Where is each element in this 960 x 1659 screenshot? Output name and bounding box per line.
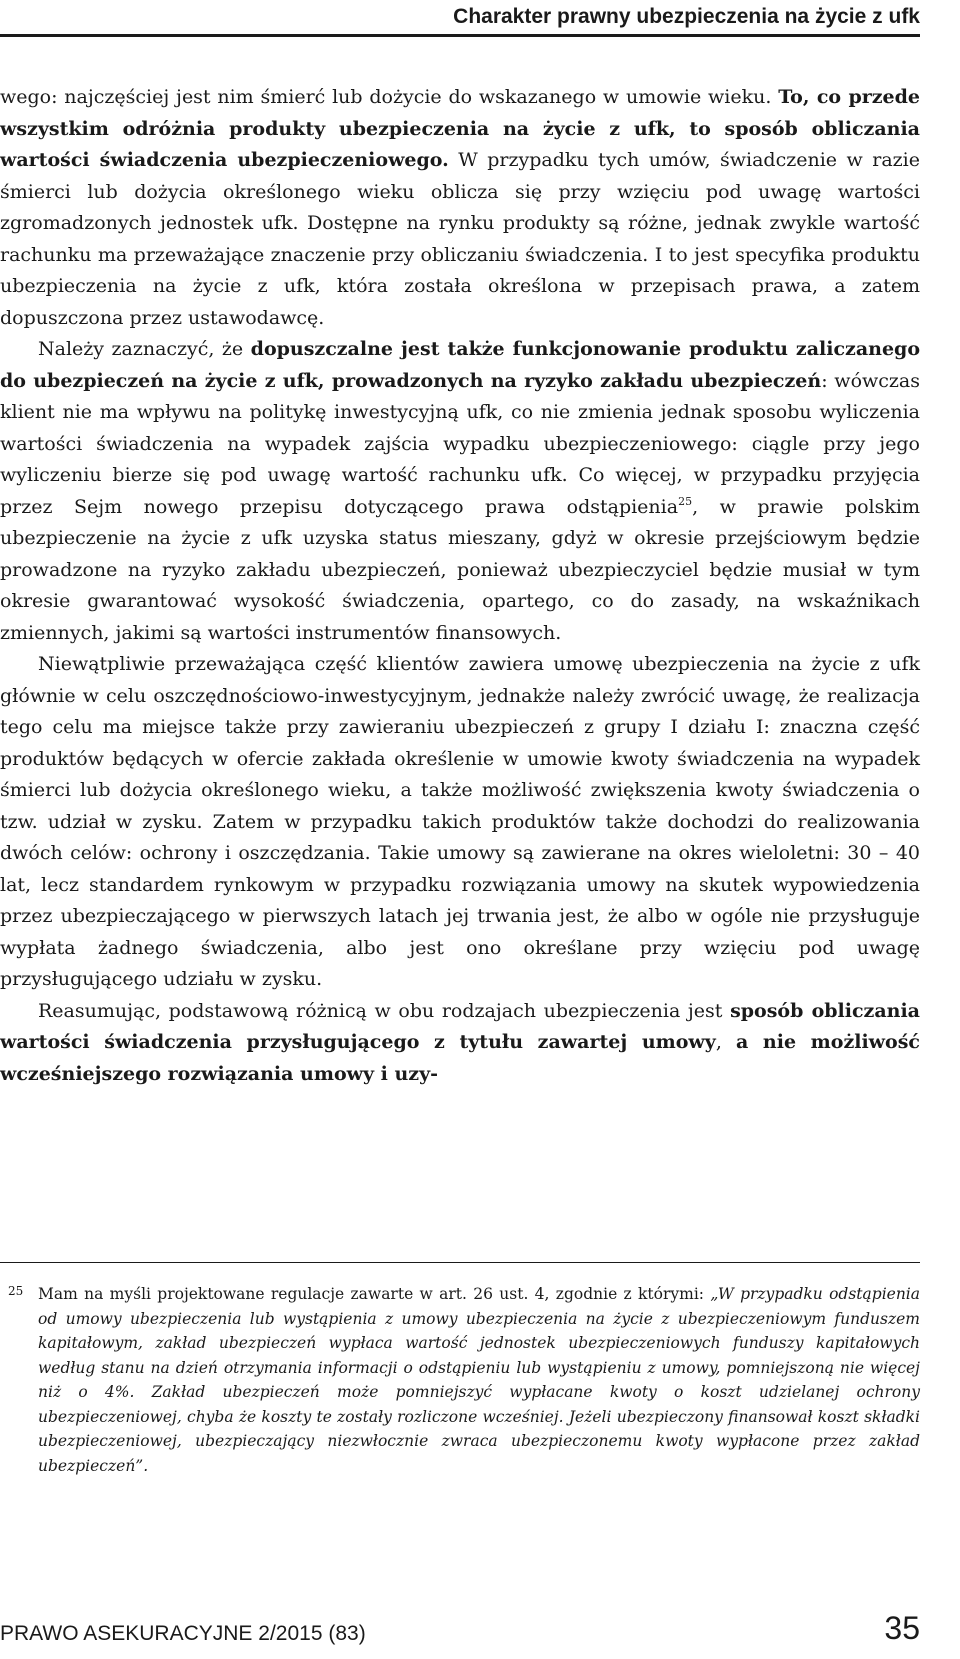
main-text <box>0 82 920 1090</box>
footnote <box>0 1282 920 1478</box>
paragraph-2 <box>0 334 920 649</box>
page-number: 35 <box>884 1610 920 1646</box>
header-rule <box>0 34 920 37</box>
paragraph-2-text-c: : wówczas klient nie ma wpływu na politykę inwestycyjną ufk, co nie zmienia jednak sposobu wyliczenia wartości świadczenia na wypadek zajścia wypadku ubezpieczeniowego: ciągle przy jego wyliczeniu bierze się pod uwagę wartość rachunku ufk. Co więcej, w przypadku przyjęcia przez Sejm nowego przepisu dotyczącego prawa odstąpienia <box>0 369 920 518</box>
footnote-number: 25 <box>8 1284 24 1298</box>
footnote-quote: „W przypadku odstąpienia od umowy ubezpieczenia lub wystąpienia z umowy ubezpieczenia na życie z ubezpieczeniowym funduszem kapitałowym, zakład ubezpieczeń wypłaca wartość jednostek ubezpieczeniowych funduszy kapitałowych według stanu na dzień otrzymania informacji o odstąpieniu lub wystąpieniu z umowy, pomniejszoną nie więcej niż o 4%. Zakład ubezpieczeń może pomniejszyć wypłacane kwoty o koszt udzielanej ochrony ubezpieczeniowej, chyba że koszty te zostały rozliczone wcześniej. Jeżeli ubezpieczony finansował koszt składki ubezpieczeniowej, ubezpieczający niezwłocznie zwraca ubezpieczonemu kwoty wypłacone przez zakład ubezpieczeń”. <box>38 1285 920 1475</box>
running-title: Charakter prawny ubezpieczenia na życie z ufk <box>453 5 920 28</box>
paragraph-4-text-c: , <box>715 1031 736 1053</box>
paragraph-1-bold: To, co przede wszystkim odróżnia produkty ubezpieczenia na życie z ufk, to sposób obliczania wartości świadczenia ubezpieczeniowego. <box>0 86 920 171</box>
paragraph-4-bold-2: a nie możliwość wcześniejszego rozwiązania umowy i uzy- <box>0 1031 920 1085</box>
paragraph-1-text-c: W przypadku tych umów, świadczenie w razie śmierci lub dożycia określonego wieku oblicza się przy wzięciu pod uwagę wartości zgromadzonych jednostek ufk. Dostępne na rynku produkty są różne, jednak zwykle wartość rachunku ma przeważające znaczenie przy obliczaniu świadczenia. I to jest specyfika produktu ubezpieczenia na życie z ufk, która została określona w przepisach prawa, a zatem dopuszczona przez ustawodawcę. <box>0 149 920 329</box>
footnote-reference[interactable]: 25 <box>678 494 693 508</box>
footnote-rule <box>0 1262 920 1263</box>
paragraph-1-text-a: wego: najczęściej jest nim śmierć lub dożycie do wskazanego w umowie wieku. <box>0 86 779 108</box>
paragraph-2-text-a: Należy zaznaczyć, że <box>38 338 251 360</box>
paragraph-4-bold-1: sposób obliczania wartości świadczenia przysługującego z tytułu zawartej umowy <box>0 999 920 1053</box>
paragraph-1 <box>0 82 920 334</box>
paragraph-4-text-a: Reasumując, podstawową różnicą w obu rodzajach ubezpieczenia jest <box>38 999 731 1022</box>
paragraph-2-text-d: , w prawie polskim ubezpieczenie na życie z ufk uzyska status mieszany, gdyż w okresie przejściowym będzie prowadzone na ryzyko zakładu ubezpieczeń, ponieważ ubezpieczyciel będzie musiał w tym okresie gwarantować wysokość świadczenia, opartego, co do zasady, na wskaźnikach zmiennych, jakimi są wartości instrumentów finansowych. <box>0 495 920 644</box>
paragraph-4 <box>0 996 920 1091</box>
journal-name: PRAWO ASEKURACYJNE 2/2015 (83) <box>0 1622 366 1645</box>
paragraph-3: Niewątpliwie przeważająca część klientów zawiera umowę ubezpieczenia na życie z ufk głównie w celu oszczędnościowo-inwestycyjnym, jednakże należy zwrócić uwagę, że realizacja tego celu ma miejsce także przy zawieraniu ubezpieczeń z grupy I działu I: znaczna część produktów będących w ofercie zakłada określenie w umowie kwoty świadczenia na wypadek śmierci lub dożycia określonego wieku, a także możliwość zwiększenia kwoty świadczenia o tzw. udział w zysku. Zatem w przypadku takich produktów także dochodzi do realizowania dwóch celów: ochrony i oszczędzania. Takie umowy są zawierane na okres wieloletni: 30 – 40 lat, lecz standardem rynkowym w przypadku rozwiązania umowy na skutek wypowiedzenia przez ubezpieczającego w pierwszych latach jej trwania jest, że albo w ogóle nie przysługuje wypłata żadnego świadczenia, albo jest ono określane przy wzięciu pod uwagę przysługującego udziału w zysku. <box>0 653 920 990</box>
paragraph-2-bold: dopuszczalne jest także funkcjonowanie produktu zaliczanego do ubezpieczeń na życie z ufk, prowadzonych na ryzyko zakładu ubezpieczeń <box>0 338 921 392</box>
footnote-plain-text: Mam na myśli projektowane regulacje zawarte w art. 26 ust. 4, zgodnie z którymi: <box>38 1285 711 1303</box>
footnote-body <box>38 1282 920 1478</box>
